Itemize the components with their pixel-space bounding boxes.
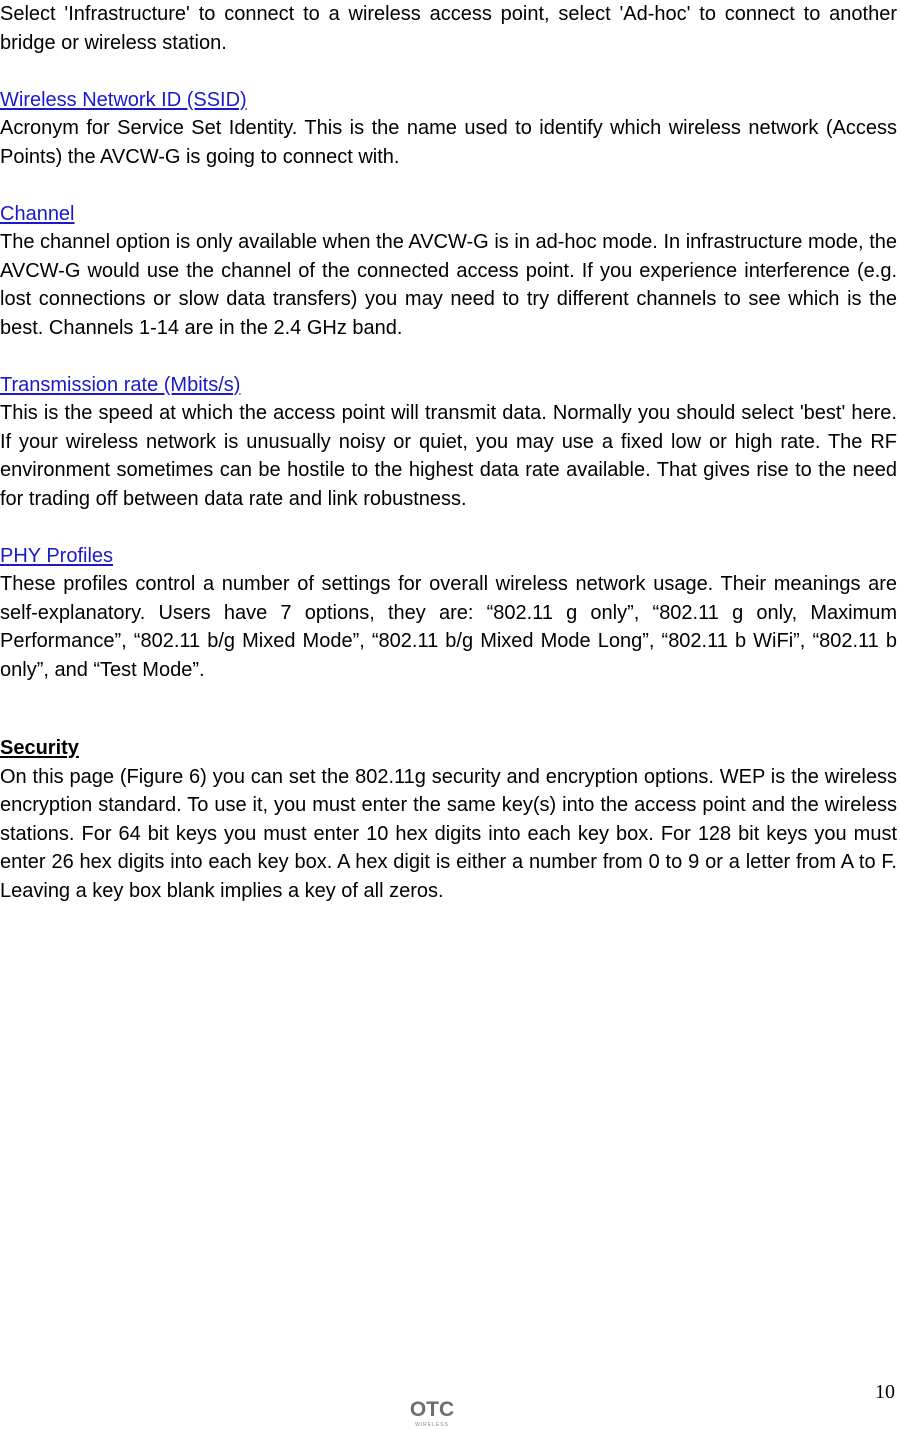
page-number: 10 xyxy=(875,1381,895,1403)
otc-wireless-logo xyxy=(398,1396,466,1428)
ssid-paragraph: Acronym for Service Set Identity. This is the name used to identify which wireless network (Access Points) the AVCW-G is going to connect with. xyxy=(0,117,897,168)
logo-text: OTC xyxy=(409,1398,455,1421)
phy-profiles-paragraph: These profiles control a number of settings for overall wireless network usage. Their meanings are self-explanatory. Users have 7 options, they are: “802.11 g only”, “802.11 g only, Maximum Performance”, “802.11 b/g Mixed Mode”, “802.11 b/g Mixed Mode Long”, “802.11 b WiFi”, “802.11 b only”, and “Test Mode”. xyxy=(0,573,897,681)
security-paragraph: On this page (Figure 6) you can set the 802.11g security and encryption options. WEP is the wireless encryption standard. To use it, you must enter the same key(s) into the access point and the wireless stations. For 64 bit keys you must enter 10 hex digits into each key box. For 128 bit keys you must enter 26 hex digits into each key box. A hex digit is either a number from 0 to 9 or a letter from A to F. Leaving a key box blank implies a key of all zeros. xyxy=(0,765,897,902)
logo-subtext: WIRELESS xyxy=(415,1422,449,1428)
transmission-rate-paragraph: This is the speed at which the access point will transmit data. Normally you should select 'best' here. If your wireless network is unusually noisy or quiet, you may use a fixed low or high rate. The RF environment sometimes can be hostile to the highest data rate available. That gives rise to the need for trading off between data rate and link robustness. xyxy=(0,402,897,510)
channel-heading: Channel xyxy=(0,202,75,225)
ssid-heading: Wireless Network ID (SSID) xyxy=(0,88,247,111)
channel-paragraph: The channel option is only available when the AVCW-G is in ad-hoc mode. In infrastructure mode, the AVCW-G would use the channel of the connected access point. If you experience interference (e.g. lost connections or slow data transfers) you may need to try different channels to see which is the best. Channels 1-14 are in the 2.4 GHz band. xyxy=(0,231,897,339)
security-heading: Security xyxy=(0,737,79,759)
transmission-rate-heading: Transmission rate (Mbits/s) xyxy=(0,373,241,396)
intro-paragraph: Select 'Infrastructure' to connect to a wireless access point, select 'Ad-hoc' to connect to another bridge or wireless station. xyxy=(0,3,897,54)
phy-profiles-heading: PHY Profiles xyxy=(0,544,114,567)
